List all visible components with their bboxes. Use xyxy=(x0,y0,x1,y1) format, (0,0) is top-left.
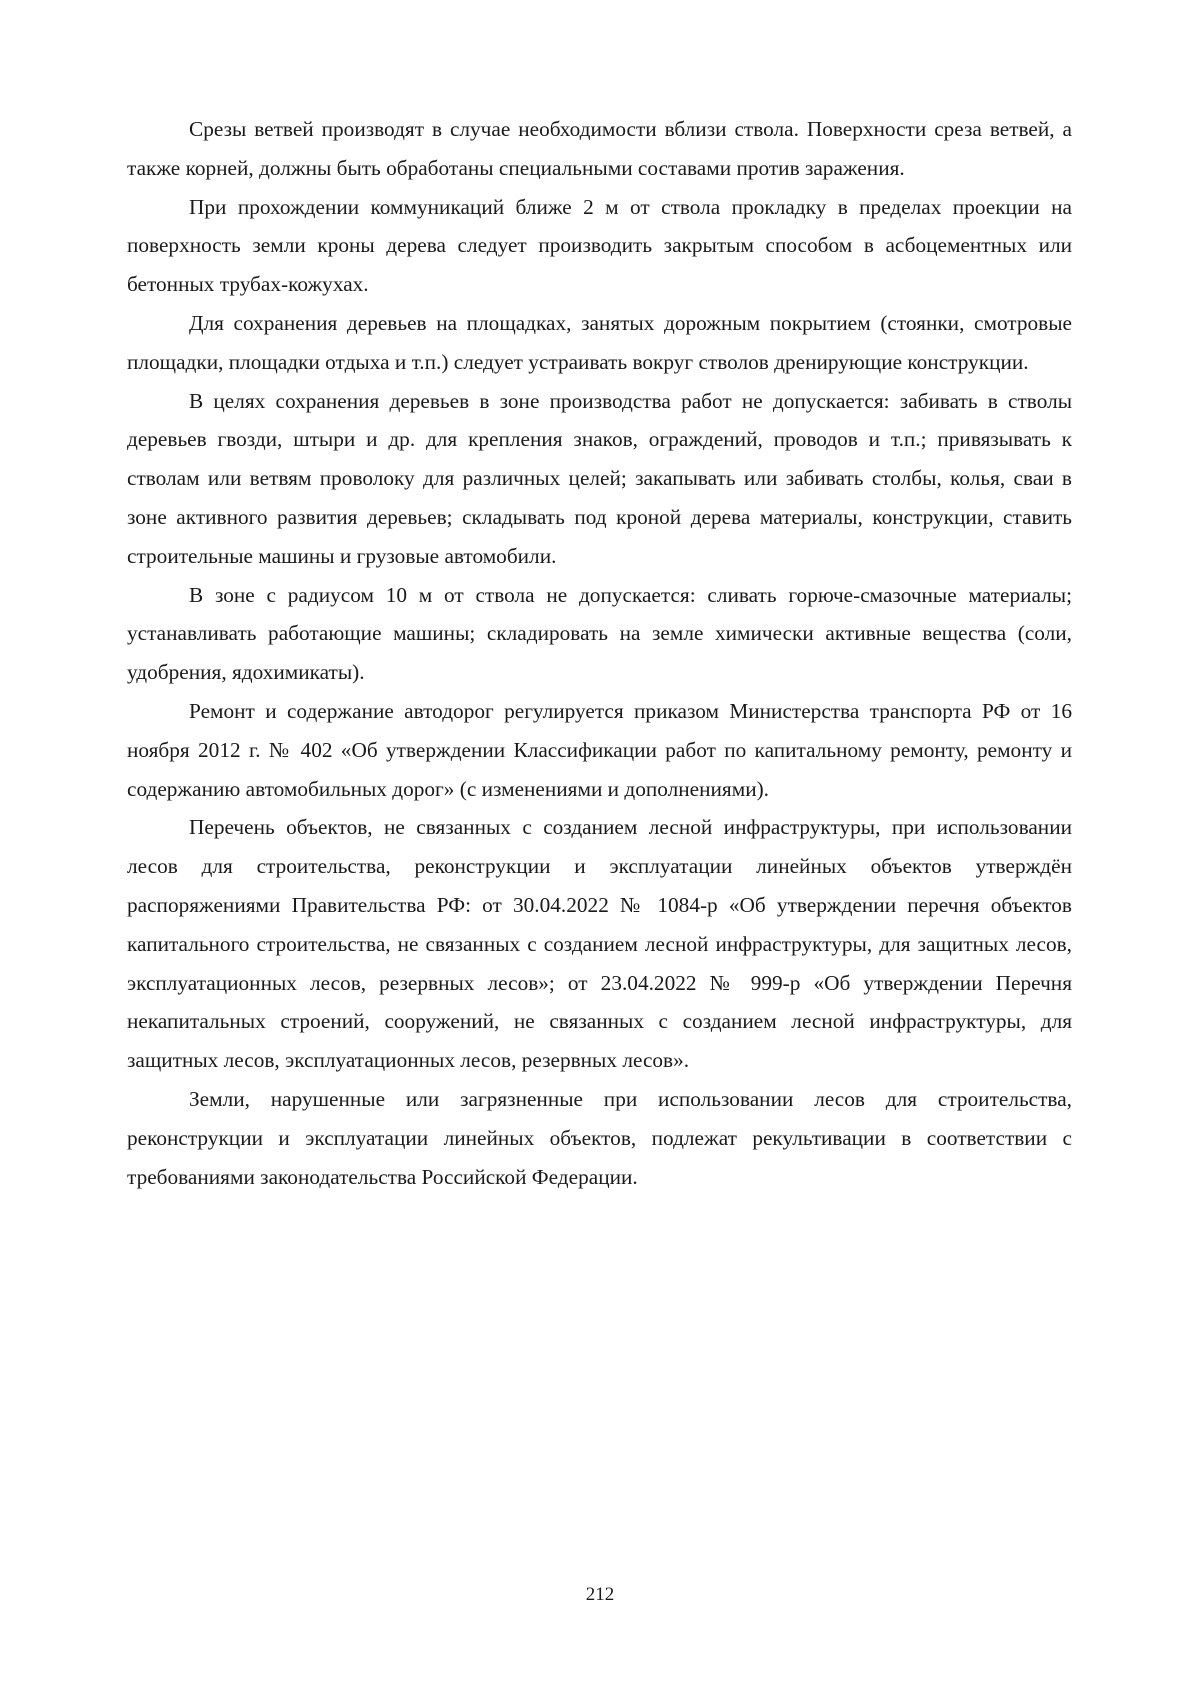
paragraph-utility-laying: При прохождении коммуникаций ближе 2 м от ствола прокладку в пределах проекции на поверхность земли кроны дерева следует производить закрытым способом в асбоцементных или бетонных трубах-кожухах. xyxy=(127,194,1072,297)
paragraph-paved-areas: Для сохранения деревьев на площадках, занятых дорожным покрытием (стоянки, смотровые площадки, площадки отдыха и т.п.) следует устраивать вокруг стволов дренирующие конструкции. xyxy=(127,310,1072,374)
page-body xyxy=(127,110,1072,1196)
paragraph-road-maintenance: Ремонт и содержание автодорог регулируется приказом Министерства транспорта РФ от 16 ноября 2012 г. № 402 «Об утверждении Классификации работ по капитальному ремонту, ремонту и содержанию автомобильных дорог» (с изменениями и дополнениями). xyxy=(127,698,1072,801)
paragraph-land-reclamation: Земли, нарушенные или загрязненные при использовании лесов для строительства, реконструкции и эксплуатации линейных объектов, подлежат рекультивации в соответствии с требованиями законодательства Российской Федерации. xyxy=(127,1086,1072,1189)
paragraph-branch-cuts: Срезы ветвей производят в случае необходимости вблизи ствола. Поверхности среза ветвей, а также корней, должны быть обработаны специальными составами против заражения. xyxy=(127,117,1072,180)
paragraph-objects-list: Перечень объектов, не связанных с созданием лесной инфраструктуры, при использовании лесов для строительства, реконструкции и эксплуатации линейных объектов утверждён распоряжениями Правительства РФ: от 30.04.2022 № 1084-р «Об утверждении перечня объектов капитального строительства, не связанных с созданием лесной инфраструктуры, для защитных лесов, эксплуатационных лесов, резервных лесов»; от 23.04.2022 № 999-р «Об утверждении Перечня некапитальных строений, сооружений, не связанных с созданием лесной инфраструктуры, для защитных лесов, эксплуатационных лесов, резервных лесов». xyxy=(127,815,1072,1073)
paragraph-work-zone-restrictions: В целях сохранения деревьев в зоне производства работ не допускается: забивать в стволы деревьев гвозди, штыри и др. для крепления знаков, ограждений, проводов и т.п.; привязывать к стволам или ветвям проволоку для различных целей; закапывать или забивать столбы, колья, сваи в зоне активного развития деревьев; складывать под кроной дерева материалы, конструкции, ставить строительные машины и грузовые автомобили. xyxy=(127,388,1072,568)
paragraph-radius-restrictions: В зоне с радиусом 10 м от ствола не допускается: сливать горюче-смазочные материалы; устанавливать работающие машины; складировать на земле химически активные вещества (соли, удобрения, ядохимикаты). xyxy=(127,582,1072,685)
page-number: 212 xyxy=(585,1584,615,1605)
